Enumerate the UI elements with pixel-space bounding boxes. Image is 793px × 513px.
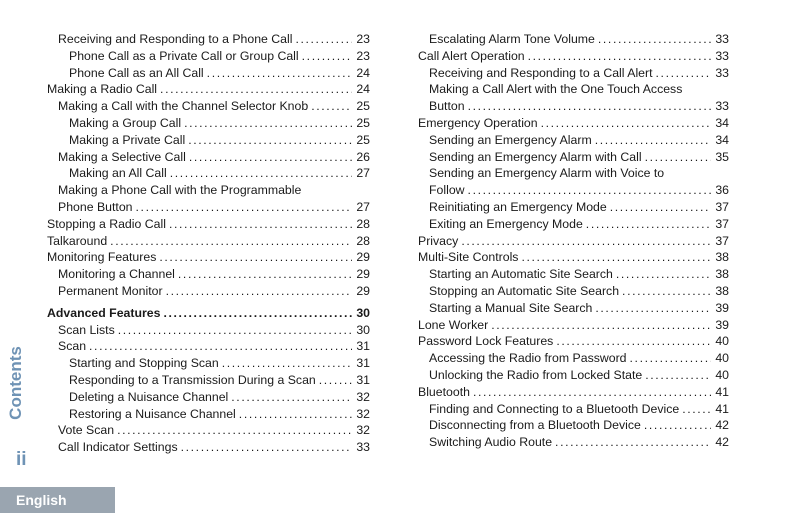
toc-leader-dots bbox=[299, 48, 353, 65]
toc-entry-page: 31 bbox=[356, 372, 370, 387]
toc-entry-page: 41 bbox=[715, 401, 729, 416]
toc-entry-page: 23 bbox=[356, 32, 370, 46]
toc-leader-dots bbox=[160, 305, 352, 322]
toc-entry-title: Making a Call with the Channel Selector Knob bbox=[58, 99, 309, 114]
toc-entry-title: Password Lock Features bbox=[418, 334, 554, 349]
toc-entry-title: Monitoring Features bbox=[47, 250, 157, 265]
toc-entry-title: Sending an Emergency Alarm with Voice to bbox=[429, 166, 665, 181]
toc-entry[interactable] bbox=[47, 322, 370, 339]
toc-entry-title: Bluetooth bbox=[418, 384, 470, 399]
toc-entry[interactable] bbox=[47, 216, 370, 233]
toc-entry[interactable] bbox=[418, 317, 729, 334]
toc-entry-page: 33 bbox=[356, 440, 370, 455]
toc-entry[interactable] bbox=[418, 199, 729, 216]
toc-entry[interactable] bbox=[47, 249, 370, 266]
toc-entry[interactable] bbox=[47, 48, 370, 65]
toc-left-column bbox=[47, 31, 370, 456]
toc-entry[interactable] bbox=[418, 333, 729, 350]
toc-leader-dots bbox=[525, 48, 712, 65]
toc-leader-dots bbox=[166, 216, 352, 233]
toc-entry-title: Reinitiating an Emergency Mode bbox=[429, 199, 607, 214]
toc-entry-page: 27 bbox=[356, 166, 370, 181]
toc-entry-title: Receiving and Responding to a Phone Call bbox=[58, 32, 293, 46]
toc-leader-dots bbox=[308, 98, 352, 115]
toc-entry-title: Emergency Operation bbox=[418, 115, 538, 130]
toc-leader-dots bbox=[653, 65, 712, 82]
toc-leader-dots bbox=[488, 317, 711, 334]
toc-entry[interactable] bbox=[47, 355, 370, 372]
toc-entry-page: 37 bbox=[715, 233, 729, 248]
toc-entry-page: 34 bbox=[715, 132, 729, 147]
toc-entry[interactable] bbox=[47, 389, 370, 406]
toc-leader-dots bbox=[518, 249, 711, 266]
toc-leader-dots bbox=[292, 31, 352, 48]
toc-entry-title: Sending an Emergency Alarm with Call bbox=[429, 149, 642, 164]
toc-entry-title: Button bbox=[429, 99, 465, 114]
toc-entry-page: 25 bbox=[356, 99, 370, 114]
toc-entry-page: 34 bbox=[715, 115, 729, 130]
toc-leader-dots bbox=[613, 266, 711, 283]
toc-leader-dots bbox=[86, 338, 352, 355]
toc-entry-title: Stopping an Automatic Site Search bbox=[429, 283, 620, 298]
toc-entry[interactable] bbox=[47, 283, 370, 300]
toc-leader-dots bbox=[538, 115, 712, 132]
toc-entry-title: Vote Scan bbox=[58, 423, 115, 438]
toc-entry-page: 41 bbox=[715, 384, 729, 399]
toc-entry-title: Phone Button bbox=[58, 199, 133, 214]
toc-leader-dots bbox=[595, 31, 711, 48]
toc-entry-title: Follow bbox=[429, 183, 465, 198]
toc-entry-title: Making a Selective Call bbox=[58, 149, 186, 164]
toc-leader-dots bbox=[204, 65, 353, 82]
toc-entry-page: 28 bbox=[356, 216, 370, 231]
toc-leader-dots bbox=[181, 115, 352, 132]
toc-entry-title: Unlocking the Radio from Locked State bbox=[429, 367, 643, 382]
toc-entry-page: 38 bbox=[715, 267, 729, 282]
toc-entry-page: 40 bbox=[715, 367, 729, 382]
toc-entry-title: Monitoring a Channel bbox=[58, 267, 175, 282]
toc-entry-title: Advanced Features bbox=[47, 305, 161, 320]
toc-entry-title: Starting a Manual Site Search bbox=[429, 300, 593, 315]
toc-leader-dots bbox=[642, 367, 711, 384]
toc-entry[interactable] bbox=[418, 48, 729, 65]
toc-entry-page: 35 bbox=[715, 149, 729, 164]
toc-entry-page: 31 bbox=[356, 339, 370, 354]
toc-leader-dots bbox=[470, 384, 711, 401]
toc-entry-page: 29 bbox=[356, 267, 370, 282]
toc-entry-page: 33 bbox=[715, 48, 729, 63]
toc-entry[interactable] bbox=[418, 81, 729, 98]
toc-entry-title: Multi-Site Controls bbox=[418, 250, 519, 265]
toc-entry[interactable] bbox=[418, 65, 729, 82]
toc-leader-dots bbox=[679, 401, 711, 418]
language-label: English bbox=[0, 487, 115, 513]
toc-entry-title: Call Indicator Settings bbox=[58, 440, 178, 455]
toc-entry[interactable] bbox=[418, 98, 729, 115]
toc-leader-dots bbox=[157, 81, 352, 98]
toc-entry-title: Making a Private Call bbox=[69, 132, 186, 147]
toc-entry-page: 37 bbox=[715, 199, 729, 214]
toc-leader-dots bbox=[178, 439, 353, 456]
toc-entry[interactable] bbox=[47, 98, 370, 115]
toc-entry-page: 26 bbox=[356, 149, 370, 164]
toc-entry-page: 40 bbox=[715, 334, 729, 349]
toc-entry-page: 32 bbox=[356, 423, 370, 438]
toc-entry[interactable] bbox=[418, 115, 729, 132]
toc-entry[interactable] bbox=[47, 81, 370, 98]
toc-entry-title: Talkaround bbox=[47, 233, 108, 248]
toc-leader-dots bbox=[228, 389, 352, 406]
toc-entry[interactable] bbox=[47, 149, 370, 166]
toc-leader-dots bbox=[185, 132, 352, 149]
toc-entry-page: 27 bbox=[356, 199, 370, 214]
toc-leader-dots bbox=[107, 233, 352, 250]
toc-entry-title: Scan bbox=[58, 339, 87, 354]
toc-entry-page: 42 bbox=[715, 435, 729, 450]
toc-leader-dots bbox=[465, 182, 712, 199]
toc-entry[interactable] bbox=[418, 233, 729, 250]
toc-entry-page: 38 bbox=[715, 250, 729, 265]
toc-entry-title: Receiving and Responding to a Call Alert bbox=[429, 65, 653, 80]
toc-entry[interactable] bbox=[418, 165, 729, 182]
toc-entry-page: 25 bbox=[356, 115, 370, 130]
toc-entry-page: 25 bbox=[356, 132, 370, 147]
toc-leader-dots bbox=[641, 417, 711, 434]
toc-entry[interactable] bbox=[47, 266, 370, 283]
toc-entry-title: Privacy bbox=[418, 233, 459, 248]
toc-entry-page: 36 bbox=[715, 183, 729, 198]
toc-entry-title: Sending an Emergency Alarm bbox=[429, 132, 592, 147]
toc-entry[interactable] bbox=[418, 417, 729, 434]
toc-entry-page: 40 bbox=[715, 351, 729, 366]
toc-entry[interactable] bbox=[47, 439, 370, 456]
toc-entry-title: Exiting an Emergency Mode bbox=[429, 216, 583, 231]
toc-entry-title: Starting and Stopping Scan bbox=[69, 356, 219, 371]
toc-entry-title: Call Alert Operation bbox=[418, 48, 525, 63]
toc-entry[interactable] bbox=[47, 165, 370, 182]
toc-entry-page: 29 bbox=[356, 250, 370, 265]
toc-entry-title: Disconnecting from a Bluetooth Device bbox=[429, 418, 641, 433]
toc-entry-page: 38 bbox=[715, 283, 729, 298]
toc-leader-dots bbox=[167, 165, 353, 182]
toc-leader-dots bbox=[458, 233, 711, 250]
toc-entry[interactable] bbox=[418, 132, 729, 149]
toc-entry[interactable] bbox=[47, 182, 370, 199]
toc-entry-title: Switching Audio Route bbox=[429, 435, 553, 450]
toc-entry[interactable] bbox=[47, 372, 370, 389]
toc-entry-page: 31 bbox=[356, 356, 370, 371]
toc-entry[interactable] bbox=[418, 401, 729, 418]
toc-leader-dots bbox=[465, 98, 712, 115]
toc-entry-title: Accessing the Radio from Password bbox=[429, 351, 627, 366]
toc-leader-dots bbox=[156, 249, 352, 266]
toc-entry-page: 39 bbox=[715, 317, 729, 332]
toc-entry[interactable] bbox=[418, 300, 729, 317]
toc-right-column bbox=[418, 31, 729, 451]
toc-leader-dots bbox=[219, 355, 353, 372]
toc-entry[interactable] bbox=[47, 132, 370, 149]
toc-entry[interactable] bbox=[47, 115, 370, 132]
toc-entry-title: Making a Call Alert with the One Touch Access bbox=[429, 82, 683, 97]
toc-entry[interactable] bbox=[418, 283, 729, 300]
toc-entry[interactable] bbox=[418, 149, 729, 166]
toc-entry[interactable] bbox=[47, 406, 370, 423]
toc-leader-dots bbox=[236, 406, 353, 423]
toc-leader-dots bbox=[642, 149, 712, 166]
toc-entry[interactable] bbox=[47, 422, 370, 439]
toc-entry-page: 23 bbox=[356, 48, 370, 63]
toc-leader-dots bbox=[592, 132, 712, 149]
toc-leader-dots bbox=[186, 149, 353, 166]
toc-entry-title: Finding and Connecting to a Bluetooth Device bbox=[429, 401, 680, 416]
toc-entry[interactable] bbox=[47, 233, 370, 250]
toc-entry-title: Phone Call as an All Call bbox=[69, 65, 204, 80]
toc-entry-page: 29 bbox=[356, 283, 370, 298]
toc-entry-title: Restoring a Nuisance Channel bbox=[69, 406, 236, 421]
toc-leader-dots bbox=[115, 322, 353, 339]
toc-entry-title: Phone Call as a Private Call or Group Call bbox=[69, 48, 299, 63]
toc-leader-dots bbox=[592, 300, 711, 317]
toc-entry-title: Making a Phone Call with the Programmable bbox=[58, 183, 302, 198]
toc-leader-dots bbox=[553, 333, 711, 350]
toc-entry[interactable] bbox=[47, 31, 370, 48]
toc-entry[interactable] bbox=[418, 434, 729, 451]
toc-entry-page: 28 bbox=[356, 233, 370, 248]
toc-entry-page: 42 bbox=[715, 418, 729, 433]
toc-entry-page: 24 bbox=[356, 82, 370, 97]
toc-entry-page: 37 bbox=[715, 216, 729, 231]
toc-entry[interactable] bbox=[47, 65, 370, 82]
toc-entry-page: 30 bbox=[356, 322, 370, 337]
toc-leader-dots bbox=[619, 283, 711, 300]
toc-entry-page: 33 bbox=[715, 65, 729, 80]
toc-entry[interactable] bbox=[418, 182, 729, 199]
toc-entry[interactable] bbox=[47, 305, 370, 322]
toc-entry[interactable] bbox=[47, 338, 370, 355]
section-label: Contents bbox=[6, 346, 25, 420]
toc-leader-dots bbox=[627, 350, 712, 367]
toc-entry-title: Permanent Monitor bbox=[58, 283, 163, 298]
section-tab bbox=[6, 338, 26, 428]
toc-entry-title: Making a Radio Call bbox=[47, 82, 158, 97]
toc-entry-title: Making an All Call bbox=[69, 166, 167, 181]
toc-entry-title: Scan Lists bbox=[58, 322, 115, 337]
toc-leader-dots bbox=[583, 216, 712, 233]
toc-entry[interactable] bbox=[418, 384, 729, 401]
toc-entry-page: 33 bbox=[715, 32, 729, 46]
toc-leader-dots bbox=[175, 266, 352, 283]
toc-leader-dots bbox=[163, 283, 353, 300]
page-number: ii bbox=[16, 449, 27, 470]
toc-entry-page: 32 bbox=[356, 406, 370, 421]
toc-entry-page: 30 bbox=[356, 305, 370, 320]
toc-entry-page: 39 bbox=[715, 300, 729, 315]
toc-leader-dots bbox=[552, 434, 711, 451]
toc-entry[interactable] bbox=[47, 199, 370, 216]
toc-entry[interactable] bbox=[418, 266, 729, 283]
toc-entry-title: Starting an Automatic Site Search bbox=[429, 267, 613, 282]
toc-entry-page: 24 bbox=[356, 65, 370, 80]
toc-entry-title: Lone Worker bbox=[418, 317, 489, 332]
toc-entry-title: Making a Group Call bbox=[69, 115, 182, 130]
toc-entry-page: 33 bbox=[715, 99, 729, 114]
toc-leader-dots bbox=[114, 422, 352, 439]
toc-leader-dots bbox=[133, 199, 353, 216]
toc-entry-title: Deleting a Nuisance Channel bbox=[69, 389, 229, 404]
toc-entry-title: Responding to a Transmission During a Scan bbox=[69, 372, 316, 387]
toc-entry[interactable] bbox=[418, 367, 729, 384]
toc-leader-dots bbox=[316, 372, 353, 389]
toc-entry[interactable] bbox=[418, 249, 729, 266]
toc-entry-title: Escalating Alarm Tone Volume bbox=[429, 32, 595, 46]
toc-entry[interactable] bbox=[418, 350, 729, 367]
toc-entry-title: Stopping a Radio Call bbox=[47, 216, 166, 231]
toc-entry-page: 32 bbox=[356, 389, 370, 404]
toc-entry[interactable] bbox=[418, 31, 729, 48]
toc-entry[interactable] bbox=[418, 216, 729, 233]
toc-leader-dots bbox=[607, 199, 712, 216]
